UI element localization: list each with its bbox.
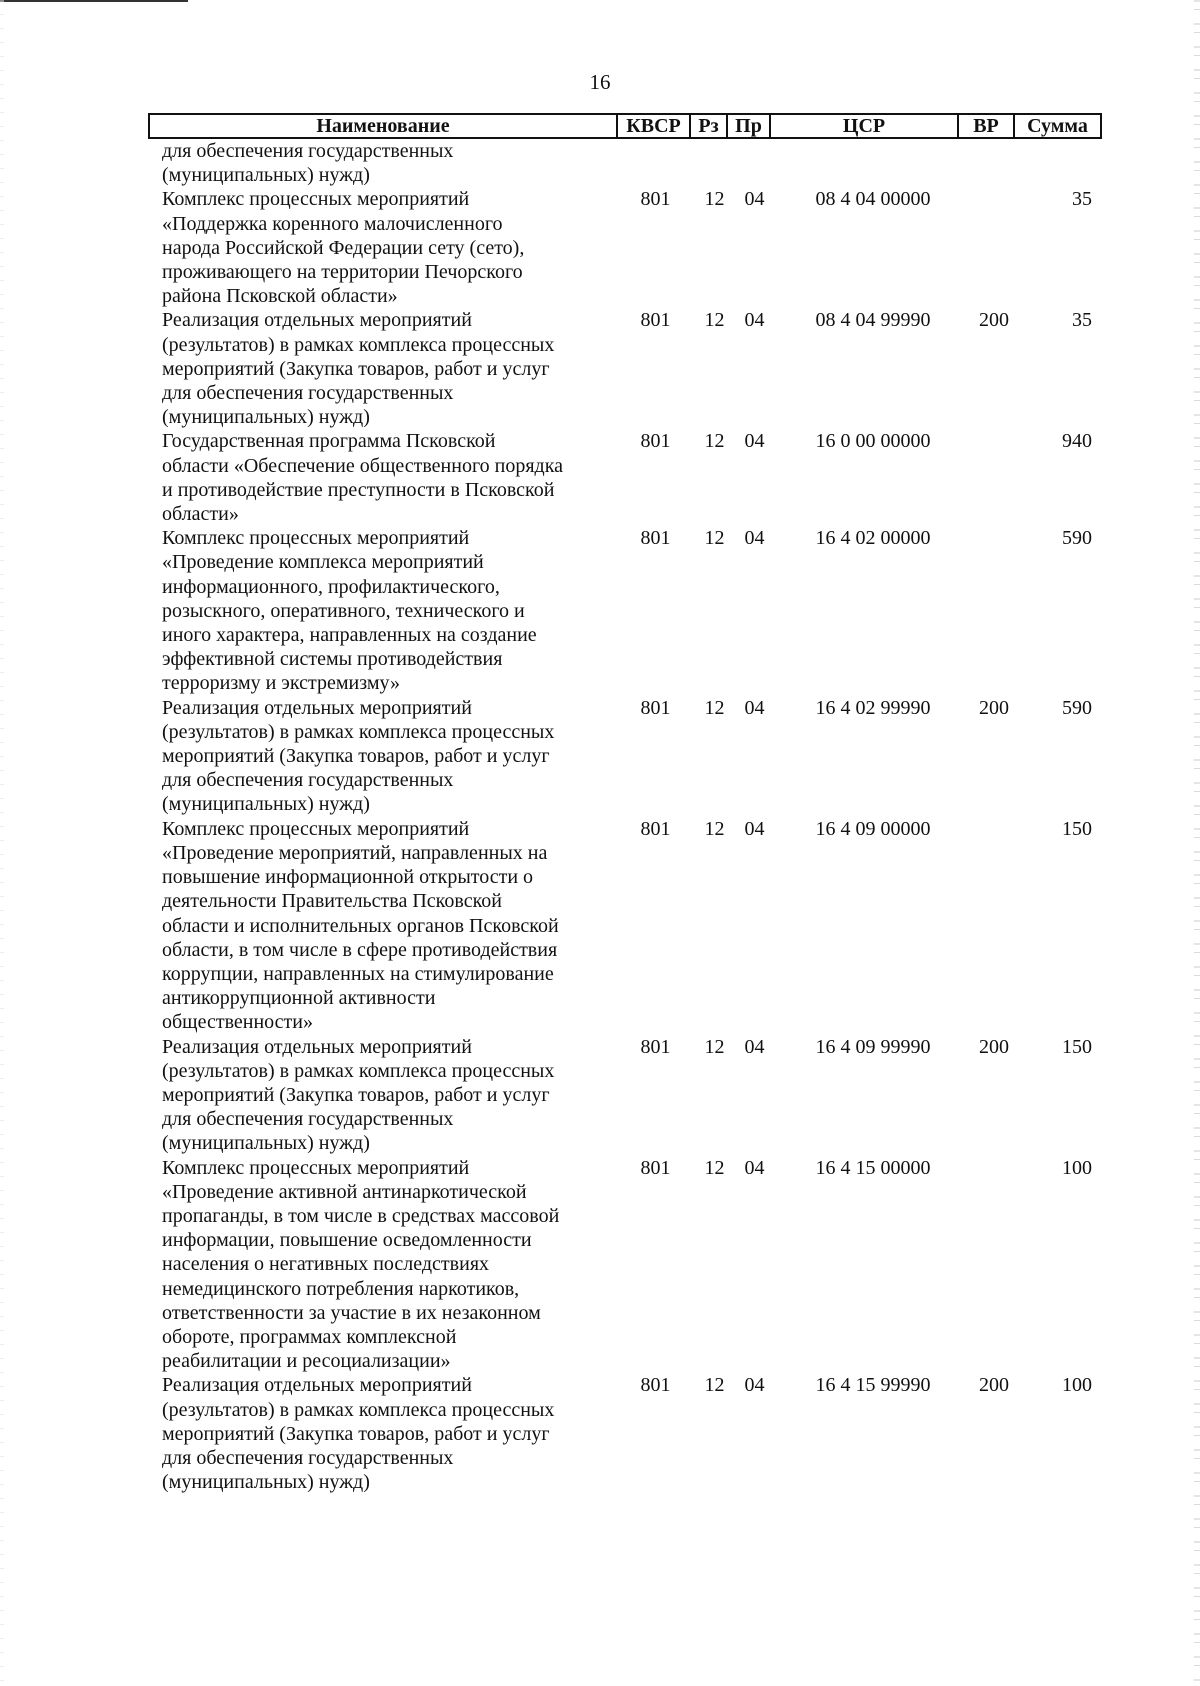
row-kvsr: 801 — [640, 527, 671, 550]
table-row — [148, 526, 1102, 695]
row-name-line: антикоррупционной активности — [162, 987, 436, 1010]
row-name-line: Государственная программа Псковской — [162, 430, 496, 453]
row-name — [148, 526, 616, 695]
row-pr: 04 — [744, 696, 765, 719]
row-pr: 04 — [744, 1156, 765, 1179]
row-name-line: Реализация отдельных мероприятий — [162, 1035, 472, 1058]
header-sum: Сумма — [1027, 115, 1088, 137]
row-name-line: информации, повышение осведомленности — [162, 1229, 532, 1252]
row-name-line: области и исполнительных органов Псковской — [162, 914, 559, 937]
row-vr — [957, 429, 1013, 526]
row-sum: 150 — [1062, 1035, 1092, 1058]
row-name-line: для обеспечения государственных — [162, 382, 454, 405]
row-pr: 04 — [744, 430, 765, 453]
row-name-line: обороте, программах комплексной — [162, 1325, 457, 1348]
table-row — [148, 308, 1102, 429]
row-name-line: (результатов) в рамках комплекса процессных — [162, 1059, 555, 1082]
row-csr: 08 4 04 99990 — [815, 309, 931, 332]
row-name — [148, 696, 616, 817]
row-csr: 16 4 02 99990 — [815, 696, 931, 719]
row-name — [148, 187, 616, 308]
row-name-line: Комплекс процессных мероприятий — [162, 527, 470, 550]
row-name-line: для обеспечения государственных — [162, 140, 454, 162]
row-sum: 590 — [1062, 527, 1092, 550]
row-name-line: области, в том числе в сфере противодействия — [162, 938, 558, 961]
row-name-line: «Поддержка коренного малочисленного — [162, 212, 503, 235]
row-csr: 16 4 02 00000 — [815, 527, 931, 550]
row-name-line: мероприятий (Закупка товаров, работ и услуг — [162, 745, 550, 768]
row-name-line: «Проведение мероприятий, направленных на — [162, 841, 548, 864]
row-name-line: района Псковской области» — [162, 285, 398, 308]
row-pr: 04 — [744, 1374, 765, 1397]
row-vr: 200 — [979, 1035, 1009, 1058]
page-number: 16 — [589, 70, 611, 94]
row-sum: 100 — [1062, 1156, 1092, 1179]
row-name-line: ответственности за участие в их незаконном — [162, 1301, 541, 1324]
row-pr — [726, 139, 769, 187]
table-row — [148, 1035, 1102, 1156]
row-vr — [957, 817, 1013, 1035]
row-name-line: пропаганды, в том числе в средствах массовой — [162, 1204, 560, 1227]
table-row — [148, 429, 1102, 526]
row-name-line: (результатов) в рамках комплекса процессных — [162, 1398, 555, 1421]
row-name-line: коррупции, направленных на стимулирование — [162, 962, 554, 985]
row-vr: 200 — [979, 309, 1009, 332]
row-name-line: области «Обеспечение общественного порядка — [162, 454, 564, 477]
row-name — [148, 139, 616, 187]
row-name-line: мероприятий (Закупка товаров, работ и услуг — [162, 1422, 550, 1445]
row-name-line: иного характера, направленных на создание — [162, 624, 537, 647]
row-csr: 16 0 00 00000 — [815, 430, 931, 453]
table-row — [148, 817, 1102, 1035]
row-name-line: повышение информационной открытости о — [162, 866, 534, 889]
row-kvsr: 801 — [640, 696, 671, 719]
row-name — [148, 1156, 616, 1374]
budget-table — [148, 113, 1102, 1494]
row-rz: 12 — [704, 309, 725, 332]
table-row — [148, 1156, 1102, 1374]
row-name — [148, 429, 616, 526]
header-kvsr: КВСР — [618, 115, 691, 137]
row-name-line: и противодействие преступности в Псковской — [162, 478, 555, 501]
row-name-line: (результатов) в рамках комплекса процессных — [162, 333, 555, 356]
table-body — [148, 139, 1102, 1494]
row-sum: 35 — [1072, 188, 1092, 211]
table-row — [148, 139, 1102, 187]
row-csr: 08 4 04 00000 — [815, 188, 931, 211]
row-name-line: Комплекс процессных мероприятий — [162, 1156, 470, 1179]
row-name-line: «Проведение активной антинаркотической — [162, 1180, 527, 1203]
row-name-line: Комплекс процессных мероприятий — [162, 817, 470, 840]
row-name — [148, 817, 616, 1035]
row-name-line: мероприятий (Закупка товаров, работ и услуг — [162, 1083, 550, 1106]
row-name-line: информационного, профилактического, — [162, 575, 500, 598]
row-sum: 590 — [1062, 696, 1092, 719]
row-kvsr: 801 — [640, 188, 671, 211]
row-vr — [957, 1156, 1013, 1374]
row-name-line: для обеспечения государственных — [162, 769, 454, 792]
row-name-line: мероприятий (Закупка товаров, работ и услуг — [162, 357, 550, 380]
row-name — [148, 308, 616, 429]
row-name-line: общественности» — [162, 1011, 313, 1034]
row-csr: 16 4 15 00000 — [815, 1156, 931, 1179]
row-name-line: (муниципальных) нужд) — [162, 1132, 370, 1155]
row-name-line: Реализация отдельных мероприятий — [162, 309, 472, 332]
row-rz: 12 — [704, 1374, 725, 1397]
table-header — [148, 113, 1102, 139]
row-name-line: розыскного, оперативного, технического и — [162, 599, 525, 622]
row-csr — [769, 139, 957, 187]
row-name-line: (результатов) в рамках комплекса процессных — [162, 720, 555, 743]
row-name-line: (муниципальных) нужд) — [162, 164, 370, 187]
row-name-line: немедицинского потребления наркотиков, — [162, 1277, 520, 1300]
row-csr: 16 4 15 99990 — [815, 1374, 931, 1397]
row-name-line: для обеспечения государственных — [162, 1446, 454, 1469]
header-pr: Пр — [728, 115, 771, 137]
table-row — [148, 187, 1102, 308]
row-sum: 35 — [1072, 309, 1092, 332]
row-rz: 12 — [704, 1156, 725, 1179]
row-pr: 04 — [744, 1035, 765, 1058]
row-name-line: населения о негативных последствиях — [162, 1253, 490, 1276]
row-name-line: народа Российской Федерации сету (сето), — [162, 236, 525, 259]
row-vr — [957, 139, 1013, 187]
scan-left-edge — [0, 0, 4, 1686]
row-kvsr: 801 — [640, 817, 671, 840]
row-name-line: (муниципальных) нужд) — [162, 793, 370, 816]
row-name-line: Реализация отдельных мероприятий — [162, 1374, 472, 1397]
header-csr: ЦСР — [771, 115, 959, 137]
row-name-line: Комплекс процессных мероприятий — [162, 188, 470, 211]
row-name-line: (муниципальных) нужд) — [162, 1471, 370, 1494]
row-kvsr: 801 — [640, 430, 671, 453]
row-kvsr: 801 — [640, 1374, 671, 1397]
row-kvsr: 801 — [640, 1156, 671, 1179]
row-name-line: для обеспечения государственных — [162, 1108, 454, 1131]
row-sum — [1013, 139, 1098, 187]
scan-right-edge — [1194, 0, 1200, 1686]
header-vr: ВР — [959, 115, 1015, 137]
row-csr: 16 4 09 00000 — [815, 817, 931, 840]
row-name-line: (муниципальных) нужд) — [162, 406, 370, 429]
row-rz: 12 — [704, 817, 725, 840]
row-name-line: области» — [162, 503, 239, 526]
row-sum: 150 — [1062, 817, 1092, 840]
row-name-line: эффективной системы противодействия — [162, 648, 503, 671]
row-name-line: Реализация отдельных мероприятий — [162, 696, 472, 719]
table-row — [148, 696, 1102, 817]
header-name: Наименование — [150, 115, 618, 137]
row-name — [148, 1373, 616, 1494]
row-kvsr — [616, 139, 689, 187]
row-pr: 04 — [744, 309, 765, 332]
row-sum: 100 — [1062, 1374, 1092, 1397]
row-rz: 12 — [704, 188, 725, 211]
row-sum: 940 — [1062, 430, 1092, 453]
header-rz: Рз — [691, 115, 728, 137]
row-rz: 12 — [704, 1035, 725, 1058]
row-pr: 04 — [744, 527, 765, 550]
row-vr — [957, 526, 1013, 695]
row-pr: 04 — [744, 817, 765, 840]
row-kvsr: 801 — [640, 1035, 671, 1058]
row-rz: 12 — [704, 696, 725, 719]
row-csr: 16 4 09 99990 — [815, 1035, 931, 1058]
row-name-line: «Проведение комплекса мероприятий — [162, 551, 484, 574]
row-vr — [957, 187, 1013, 308]
row-rz: 12 — [704, 527, 725, 550]
row-rz — [689, 139, 726, 187]
row-name-line: терроризму и экстремизму» — [162, 672, 400, 695]
row-name-line: проживающего на территории Печорского — [162, 261, 523, 284]
row-pr: 04 — [744, 188, 765, 211]
row-vr: 200 — [979, 1374, 1009, 1397]
row-kvsr: 801 — [640, 309, 671, 332]
row-vr: 200 — [979, 696, 1009, 719]
row-name-line: реабилитации и ресоциализации» — [162, 1350, 451, 1373]
row-name-line: деятельности Правительства Псковской — [162, 890, 502, 913]
row-name — [148, 1035, 616, 1156]
table-row — [148, 1373, 1102, 1494]
row-rz: 12 — [704, 430, 725, 453]
scan-corner-mark — [0, 0, 188, 2]
